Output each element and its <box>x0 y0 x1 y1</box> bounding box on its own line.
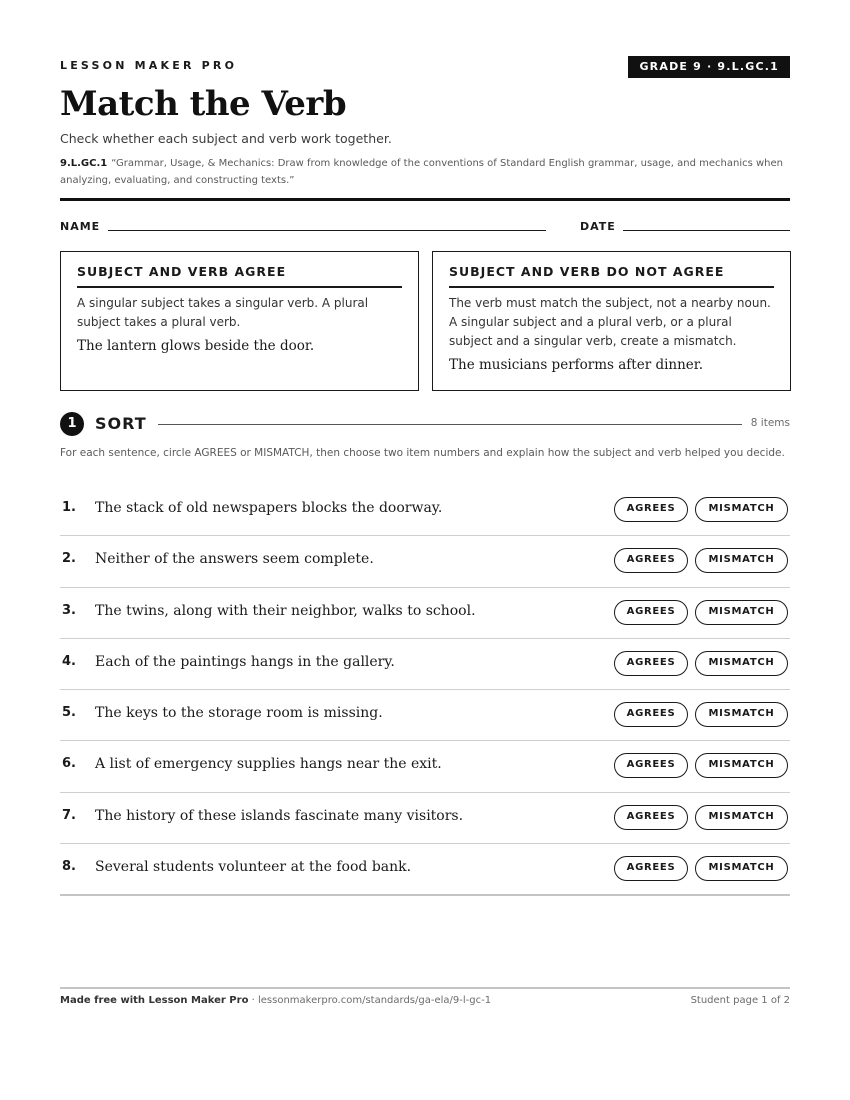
item-sentence: Several students volunteer at the food bank. <box>95 859 412 876</box>
item-number: 4. <box>62 653 76 669</box>
agrees-option[interactable]: AGREES <box>614 702 688 727</box>
footer-separator: · <box>248 995 258 1006</box>
date-line[interactable] <box>623 230 790 231</box>
agrees-option[interactable]: AGREES <box>614 600 688 625</box>
item-number: 8. <box>62 859 76 875</box>
item-number: 2. <box>62 551 76 567</box>
footer <box>60 995 790 1006</box>
list-item <box>60 844 790 896</box>
section-title: SORT <box>95 414 147 433</box>
footer-page-number: Student page 1 of 2 <box>690 995 790 1006</box>
name-label: NAME <box>60 220 101 233</box>
section-item-count: 8 items <box>750 417 790 429</box>
footer-made-with: Made free with Lesson Maker Pro <box>60 995 249 1006</box>
footer-divider <box>60 987 790 989</box>
mismatch-option[interactable]: MISMATCH <box>695 548 788 573</box>
brand-name: LESSON MAKER PRO <box>60 59 238 72</box>
mismatch-option[interactable]: MISMATCH <box>695 753 788 778</box>
top-bar <box>60 56 790 80</box>
section-number-badge: 1 <box>60 412 84 436</box>
agrees-option[interactable]: AGREES <box>614 805 688 830</box>
list-item <box>60 485 790 536</box>
item-sentence: The stack of old newspapers blocks the doorway. <box>95 500 443 516</box>
standard-code: 9.L.GC.1 <box>60 158 108 169</box>
mismatch-option[interactable]: MISMATCH <box>695 600 788 625</box>
footer-url[interactable]: lessonmakerpro.com/standards/ga-ela/9-l-gc-1 <box>257 995 492 1006</box>
item-sentence: Neither of the answers seem complete. <box>95 551 374 568</box>
agrees-option[interactable]: AGREES <box>614 651 688 676</box>
list-item <box>60 536 790 587</box>
card-disagree <box>432 251 791 391</box>
item-sentence: A list of emergency supplies hangs near the exit. <box>95 756 442 773</box>
list-item <box>60 741 790 792</box>
mismatch-option[interactable]: MISMATCH <box>695 856 788 881</box>
item-sentence: Each of the paintings hangs in the gallery. <box>95 653 395 670</box>
standard-text: “Grammar, Usage, & Mechanics: Draw from knowledge of the conventions of Standard English grammar, usage, and mechanics when analyzing, evaluating, and constructing texts.” <box>60 158 784 186</box>
grade-badge: GRADE 9 · 9.L.GC.1 <box>628 56 790 78</box>
agrees-option[interactable]: AGREES <box>614 753 688 778</box>
name-date-row <box>60 220 790 234</box>
item-number: 7. <box>62 807 76 823</box>
mismatch-option[interactable]: MISMATCH <box>695 805 788 830</box>
mismatch-option[interactable]: MISMATCH <box>695 497 788 522</box>
header-divider <box>60 198 790 201</box>
item-number: 3. <box>62 602 76 618</box>
agrees-option[interactable]: AGREES <box>614 548 688 573</box>
item-list <box>60 485 790 896</box>
list-item <box>60 690 790 741</box>
agrees-option[interactable]: AGREES <box>614 497 688 522</box>
card-disagree-title: SUBJECT AND VERB DO NOT AGREE <box>449 264 774 288</box>
item-number: 5. <box>62 705 76 721</box>
item-number: 1. <box>62 500 76 515</box>
list-item <box>60 588 790 639</box>
card-disagree-text: The verb must match the subject, not a nearby noun. A singular subject and a plural verb, or a plural subject and a singular verb, create a mismatch. <box>449 296 771 348</box>
section-header <box>60 411 790 437</box>
mismatch-option[interactable]: MISMATCH <box>695 651 788 676</box>
date-label: DATE <box>580 220 616 233</box>
standard-description <box>60 155 790 189</box>
item-sentence: The twins, along with their neighbor, walks to school. <box>95 602 476 619</box>
list-item <box>60 793 790 844</box>
card-agree-text: A singular subject takes a singular verb. A plural subject takes a plural verb. <box>77 296 369 329</box>
card-disagree-example: The musicians performs after dinner. <box>449 357 704 373</box>
card-agree <box>60 251 419 391</box>
name-line[interactable] <box>108 230 546 231</box>
item-number: 6. <box>62 756 76 772</box>
card-agree-title: SUBJECT AND VERB AGREE <box>77 264 402 288</box>
card-agree-example: The lantern glows beside the door. <box>77 338 315 354</box>
item-sentence: The history of these islands fascinate many visitors. <box>95 807 464 824</box>
page-title: Match the Verb <box>60 84 347 124</box>
item-sentence: The keys to the storage room is missing. <box>95 705 383 722</box>
page-subtitle: Check whether each subject and verb work together. <box>60 131 392 146</box>
mismatch-option[interactable]: MISMATCH <box>695 702 788 727</box>
list-item <box>60 639 790 690</box>
section-instructions: For each sentence, circle AGREES or MISMATCH, then choose two item numbers and explain how the subject and verb helped you decide. <box>60 447 785 459</box>
agrees-option[interactable]: AGREES <box>614 856 688 881</box>
section-rule <box>158 424 742 425</box>
